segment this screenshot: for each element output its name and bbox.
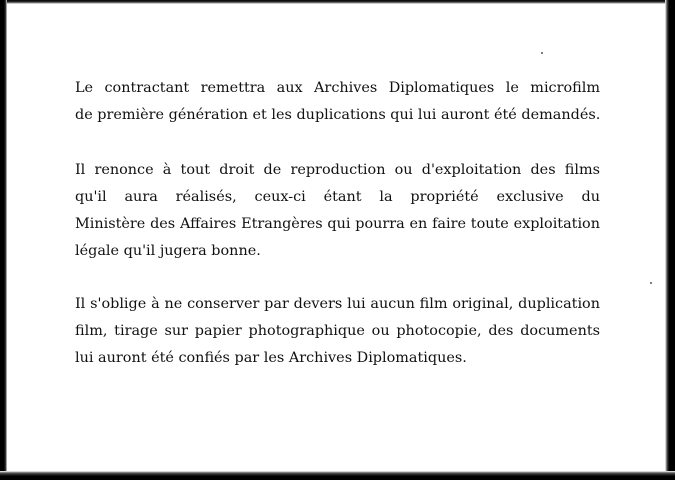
scan-edge-left xyxy=(0,0,7,480)
paragraph-line: qu'il aura réalisés, ceux-ci étant la propriété exclusive du xyxy=(75,189,600,205)
paragraph-1 xyxy=(75,75,600,129)
paragraph-2 xyxy=(75,157,600,265)
scan-speck xyxy=(541,52,543,54)
paragraph-line: lui auront été confiés par les Archives Diplomatiques. xyxy=(75,350,467,366)
scan-edge-top xyxy=(0,0,675,4)
paragraph-3 xyxy=(75,291,600,372)
scan-edge-bottom xyxy=(0,471,675,480)
paragraph-line: légale qu'il jugera bonne. xyxy=(75,243,261,259)
scan-speck xyxy=(650,282,652,284)
paragraph-line: de première génération et les duplications qui lui auront été demandés. xyxy=(75,107,601,123)
paragraph-line: film, tirage sur papier photographique ou photocopie, des documents xyxy=(75,323,600,339)
paragraph-line: Ministère des Affaires Etrangères qui pourra en faire toute exploitation xyxy=(75,216,600,232)
paragraph-line: Le contractant remettra aux Archives Diplomatiques le microfilm xyxy=(75,80,600,96)
paragraph-line: Il renonce à tout droit de reproduction ou d'exploitation des films xyxy=(75,162,600,178)
paragraph-line: Il s'oblige à ne conserver par devers lui aucun film original, duplication xyxy=(75,296,600,312)
scan-edge-right xyxy=(665,0,675,480)
